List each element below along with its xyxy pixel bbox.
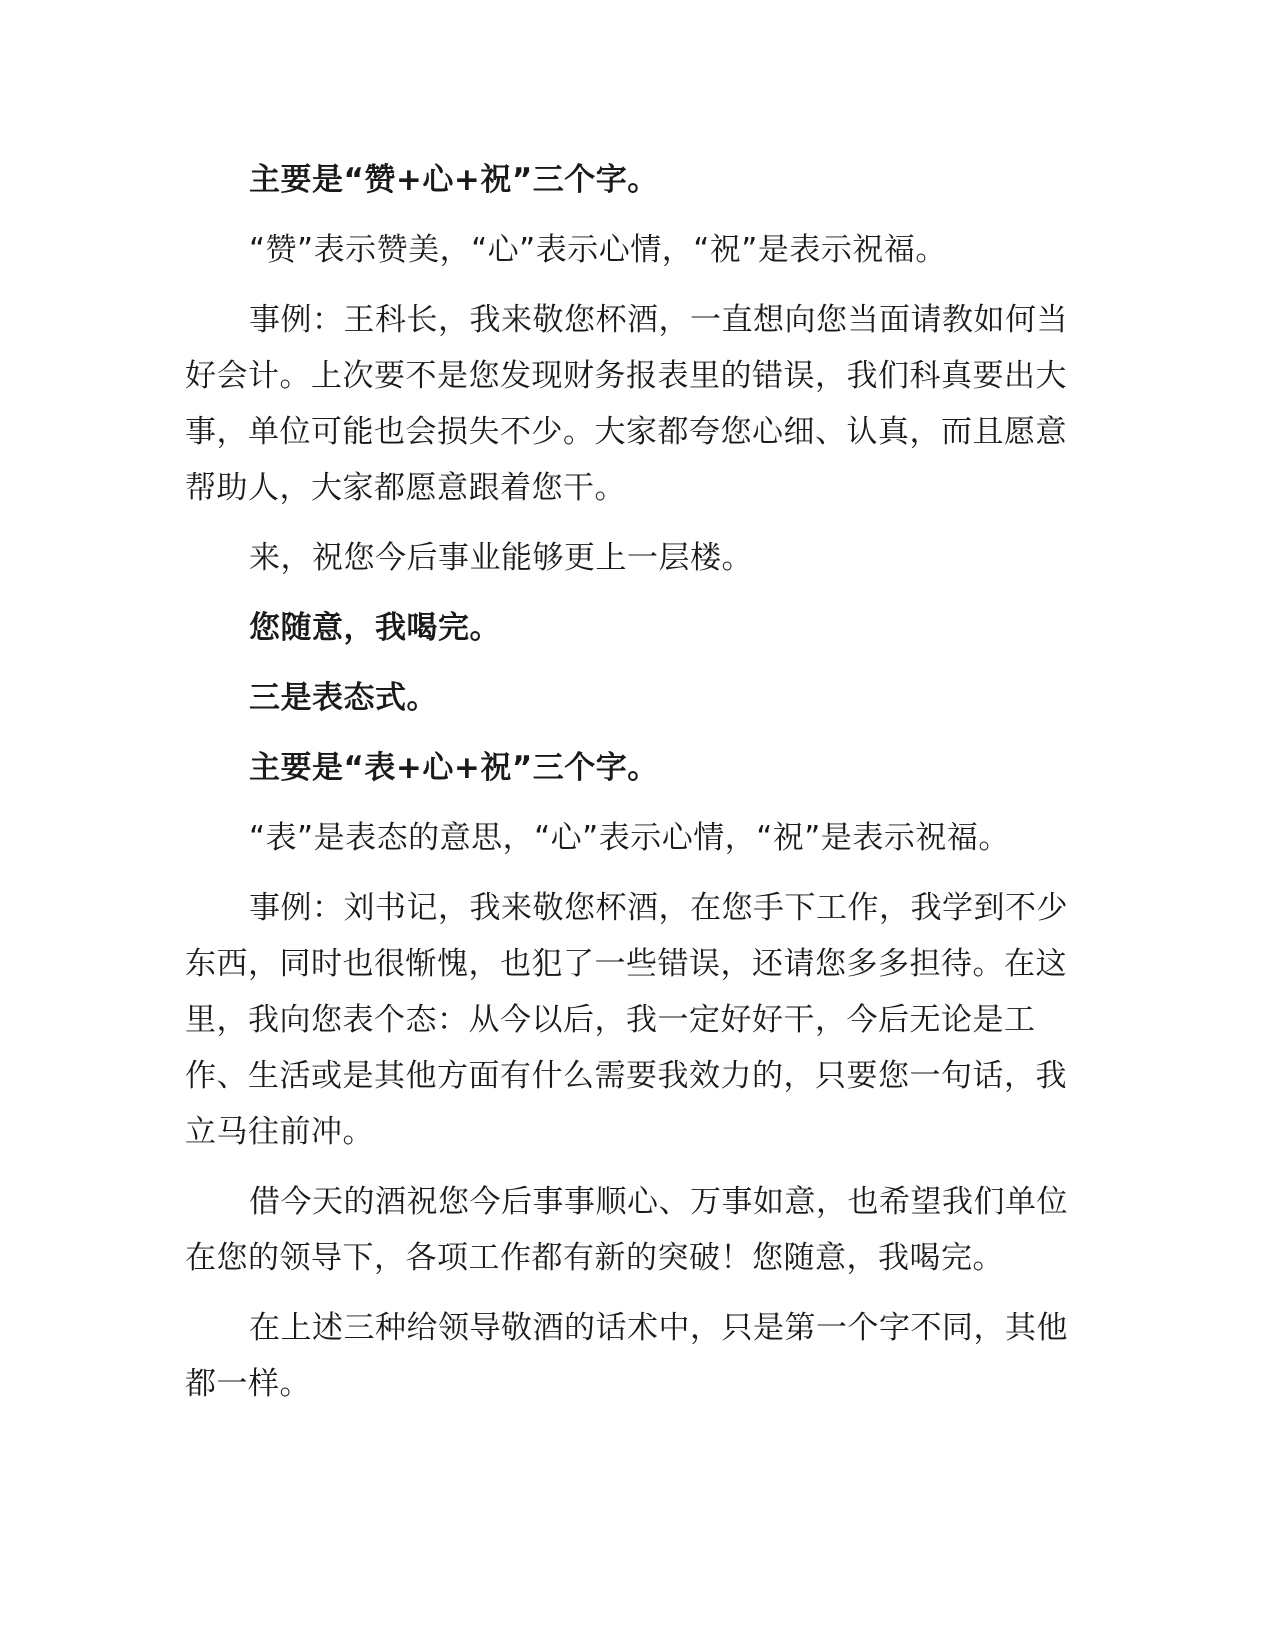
paragraph-example-section-chief: 事例：王科长，我来敬您杯酒，一直想向您当面请教如何当好会计。上次要不是您发现财务报表里的错误，我们科真要出大事，单位可能也会损失不少。大家都夸您心细、认真，而且愿意帮助人，大家都愿意跟着您干。	[185, 302, 1068, 506]
paragraph-formula-praise: 主要是“赞+心+祝”三个字。	[249, 162, 659, 198]
paragraph-summary: 在上述三种给领导敬酒的话术中，只是第一个字不同，其他都一样。	[185, 1310, 1068, 1402]
paragraph-toast-wish-secretary: 借今天的酒祝您今后事事顺心、万事如意，也希望我们单位在您的领导下，各项工作都有新的突破！您随意，我喝完。	[185, 1184, 1068, 1276]
paragraph-toast-wish: 来，祝您今后事业能够更上一层楼。	[249, 540, 753, 576]
paragraph-toast-closing: 您随意，我喝完。	[249, 610, 501, 646]
paragraph-example-secretary: 事例：刘书记，我来敬您杯酒，在您手下工作，我学到不少东西，同时也很惭愧，也犯了一些错误，还请您多多担待。在这里，我向您表个态：从今以后，我一定好好干，今后无论是工作、生活或是其他方面有什么需要我效力的，只要您一句话，我立马往前冲。	[185, 890, 1068, 1150]
document-body	[185, 152, 1090, 1426]
paragraph-formula-praise-explanation: “赞”表示赞美，“心”表示心情，“祝”是表示祝福。	[249, 232, 947, 268]
paragraph-formula-pledge-explanation: “表”是表态的意思，“心”表示心情，“祝”是表示祝福。	[249, 820, 1010, 856]
section-heading-pledge-style: 三是表态式。	[249, 680, 438, 716]
paragraph-formula-pledge: 主要是“表+心+祝”三个字。	[249, 750, 659, 786]
